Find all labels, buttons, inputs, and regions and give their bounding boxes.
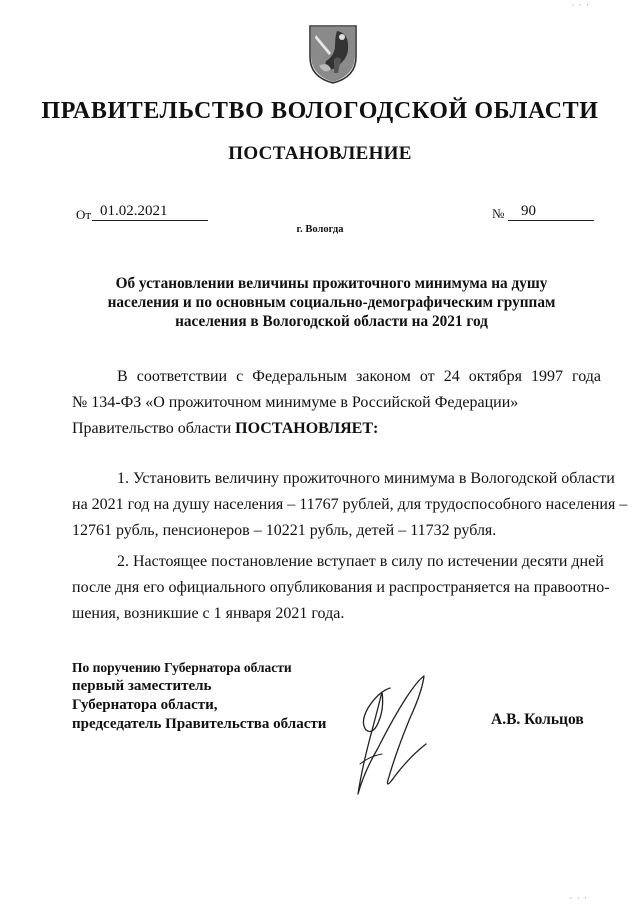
document-subject — [88, 274, 575, 331]
coat-of-arms-emblem — [307, 23, 359, 85]
item-line: 12761 рубль, пенсионеров – 10221 рубль, детей – 11732 рубля. — [72, 522, 497, 539]
government-title: ПРАВИТЕЛЬСТВО ВОЛОГОДСКОЙ ОБЛАСТИ — [41, 98, 599, 124]
preamble-paragraph — [72, 364, 601, 442]
preamble-line: В соответствии с Федеральным законом от 24 октября 1997 года — [117, 368, 601, 385]
item-line: 2. Настоящее постановление вступает в силу по истечении десяти дней — [117, 553, 604, 570]
item-2-paragraph — [72, 549, 610, 627]
signatory-line: первый заместитель — [72, 678, 212, 694]
city-location: г. Вологда — [296, 224, 344, 235]
subject-line: населения и по основным социально-демографическим группам — [107, 294, 556, 311]
item-line: на 2021 год на душу населения – 11767 рублей, для трудоспособного населения – — [72, 496, 628, 513]
item-line: 1. Установить величину прожиточного минимума в Вологодской области — [117, 470, 615, 487]
signatory-line: По поручению Губернатора области — [72, 660, 292, 675]
signatory-line: председатель Правительства области — [72, 716, 327, 732]
subject-line: Об установлении величины прожиточного минимума на душу — [115, 275, 548, 292]
page-corner-mark: · · · — [571, 0, 590, 10]
signatory-position — [72, 658, 326, 734]
subject-line: населения в Вологодской области на 2021 год — [175, 313, 488, 330]
item-1-paragraph — [72, 466, 628, 544]
signatory-line: Губернатора области, — [72, 697, 218, 713]
document-number: 90 — [508, 202, 594, 221]
document-date: 01.02.2021 — [92, 202, 208, 221]
number-prefix: № — [492, 206, 505, 221]
preamble-line — [72, 416, 601, 442]
handwritten-signature — [330, 668, 440, 800]
signer-name: А.В. Кольцов — [491, 711, 584, 728]
preamble-subject: Правительство области — [72, 420, 232, 437]
item-line: после дня его официального опубликования и распространяется на правоотно- — [72, 579, 610, 596]
preamble-line: № 134-ФЗ «О прожиточном минимуме в Российской Федерации» — [72, 394, 519, 411]
document-type-heading: ПОСТАНОВЛЕНИЕ — [228, 143, 412, 164]
decree-word: ПОСТАНОВЛЯЕТ: — [235, 420, 379, 437]
page-footer-mark: · · · — [569, 893, 588, 903]
item-line: шения, возникшие с 1 января 2021 года. — [72, 605, 345, 622]
date-prefix: От — [76, 207, 92, 222]
